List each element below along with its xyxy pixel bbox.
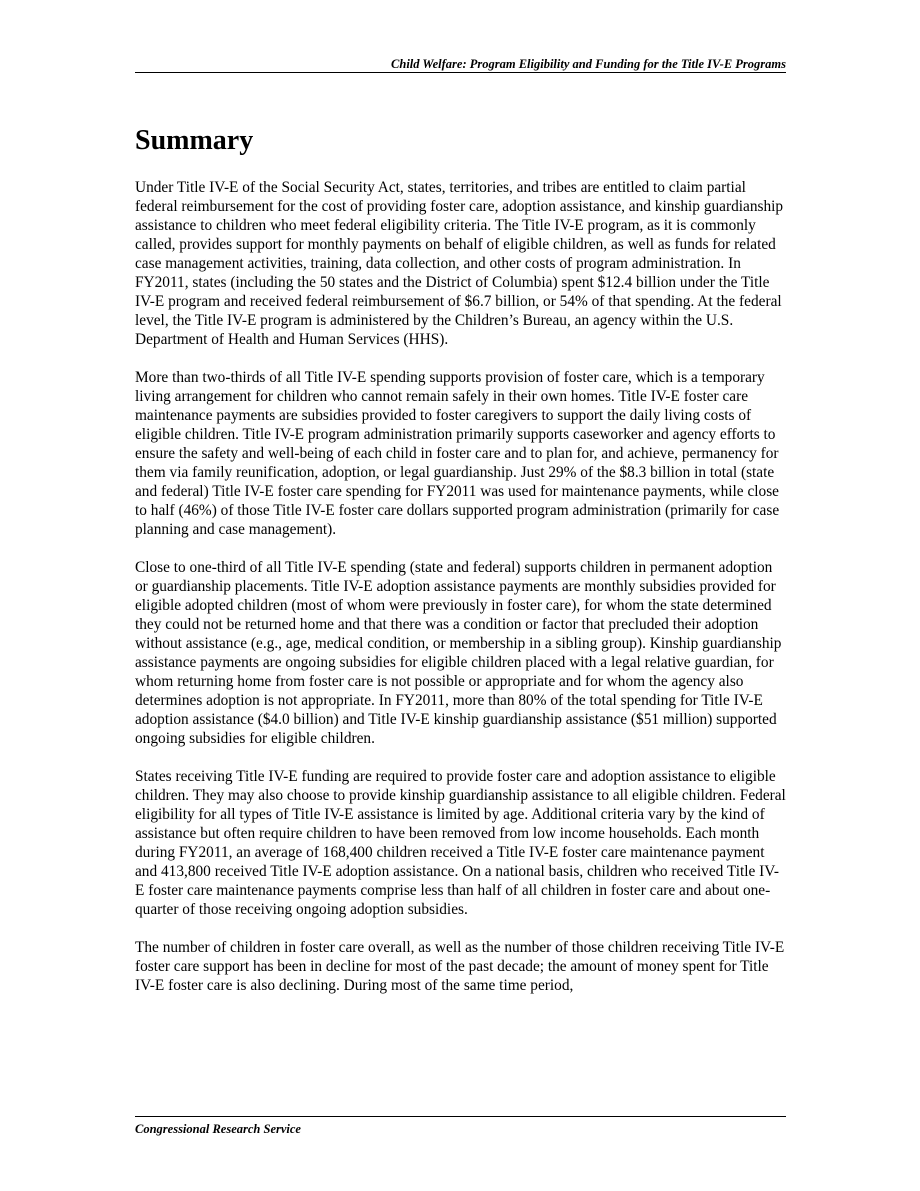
- header-divider: [135, 72, 786, 73]
- running-header: Child Welfare: Program Eligibility and Funding for the Title IV-E Programs: [391, 57, 786, 71]
- paragraph-5: The number of children in foster care overall, as well as the number of those children receiving Title IV-E foster care support has been in decline for most of the past decade; the amount of money spent for Title IV-E foster care is also declining. During most of the same time period,: [135, 939, 785, 994]
- paragraph-1: Under Title IV-E of the Social Security Act, states, territories, and tribes are entitled to claim partial federal reimbursement for the cost of providing foster care, adoption assistance, and kinship guardianship assistance to children who meet federal eligibility criteria. The Title IV-E program, as it is commonly called, provides support for monthly payments on behalf of eligible children, as well as funds for related case management activities, training, data collection, and other costs of program administration. In FY2011, states (including the 50 states and the District of Columbia) spent $12.4 billion under the Title IV-E program and received federal reimbursement of $6.7 billion, or 54% of that spending. At the federal level, the Title IV-E program is administered by the Children’s Bureau, an agency within the U.S. Department of Health and Human Services (HHS).: [135, 179, 784, 348]
- paragraph-4: States receiving Title IV-E funding are required to provide foster care and adoption assistance to eligible children. They may also choose to provide kinship guardianship assistance to all eligible children. Federal eligibility for all types of Title IV-E assistance is limited by age. Additional criteria vary by the kind of assistance but often require children to have been removed from low income households. Each month during FY2011, an average of 168,400 children received a Title IV-E foster care maintenance payment and 413,800 received Title IV-E adoption assistance. On a national basis, children who received Title IV-E foster care maintenance payments comprise less than half of all children in foster care and about one-quarter of those receiving ongoing adoption subsidies.: [135, 768, 786, 918]
- paragraph-2: More than two-thirds of all Title IV-E spending supports provision of foster care, which is a temporary living arrangement for children who cannot remain safely in their own homes. Title IV-E foster care maintenance payments are subsidies provided to foster caregivers to support the daily living costs of eligible children. Title IV-E program administration primarily supports caseworker and agency efforts to ensure the safety and well-being of each child in foster care and to plan for, and achieve, permanency for them via family reunification, adoption, or legal guardianship. Just 29% of the $8.3 billion in total (state and federal) Title IV-E foster care spending for FY2011 was used for maintenance payments, while close to half (46%) of those Title IV-E foster care dollars supported program administration (primarily for case planning and case management).: [135, 369, 780, 538]
- section-title: Summary: [135, 125, 254, 156]
- paragraph-3: Close to one-third of all Title IV-E spending (state and federal) supports children in permanent adoption or guardianship placements. Title IV-E adoption assistance payments are monthly subsidies provided for eligible adopted children (most of whom were previously in foster care), for whom the state determined they could not be returned home and that there was a condition or factor that precluded their adoption without assistance (e.g., age, medical condition, or membership in a sibling group). Kinship guardianship assistance payments are ongoing subsidies for eligible children placed with a legal relative guardian, for whom returning home from foster care is not possible or appropriate and for whom the agency also determines adoption is not appropriate. In FY2011, more than 80% of the total spending for Title IV-E adoption assistance ($4.0 billion) and Title IV-E kinship guardianship assistance ($51 million) supported ongoing subsidies for eligible children.: [135, 559, 782, 747]
- summary-body: [135, 178, 787, 1014]
- footer-organization: Congressional Research Service: [135, 1122, 301, 1136]
- footer-divider: [135, 1116, 786, 1117]
